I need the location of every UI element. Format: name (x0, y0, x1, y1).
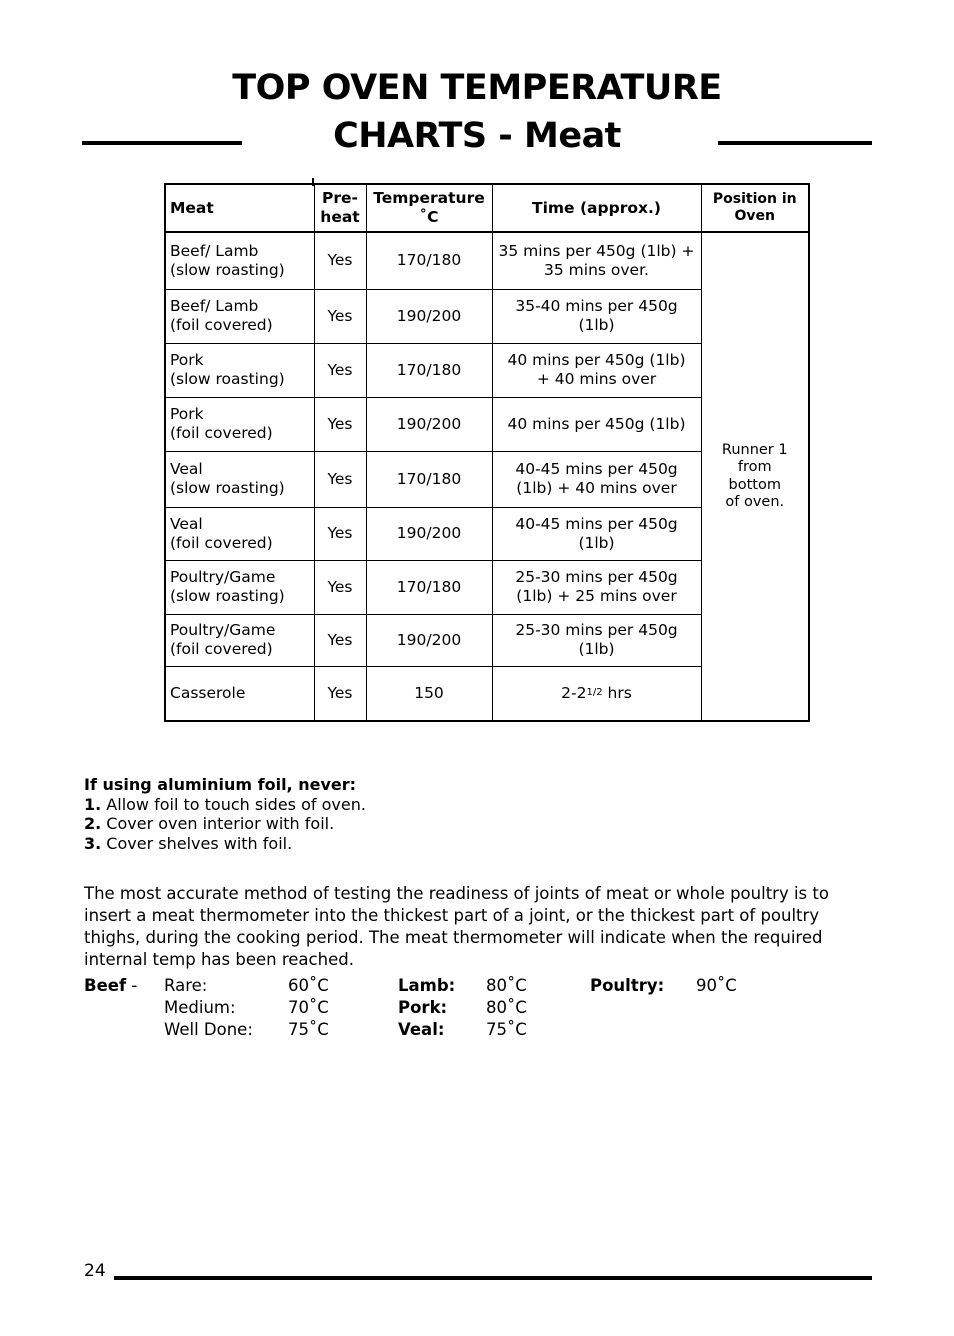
time-cell: 25-30 mins per 450g (1lb) + 25 mins over (492, 560, 701, 614)
position-cell: Runner 1 from bottom of oven. (701, 232, 809, 721)
list-item: 3. Cover shelves with foil. (84, 833, 293, 853)
thermometer-paragraph: The most accurate method of testing the readiness of joints of meat or whole poultry is to insert a meat thermometer into the thickest part of a joint, or the thickest part of poultry thighs, during the cooking period. The meat thermometer will indicate when the required internal temp has been reached. (84, 884, 829, 969)
time-cell: 2-21/2 hrs (492, 666, 701, 721)
meat-cell: Casserole (165, 666, 314, 721)
header-temperature: Temperature ˚C (366, 184, 492, 232)
preheat-cell: Yes (314, 232, 366, 289)
meat-cell: Veal (slow roasting) (165, 451, 314, 507)
beef-temps: 60˚C 70˚C 75˚C (288, 976, 329, 1039)
header-time: Time (approx.) (492, 184, 701, 232)
beef-label: Beef - (84, 976, 138, 995)
temperature-cell: 190/200 (366, 507, 492, 560)
poultry-label: Poultry: (590, 976, 665, 995)
preheat-cell: Yes (314, 397, 366, 451)
meat-cell: Poultry/Game (foil covered) (165, 614, 314, 666)
title-line-2: CHARTS - Meat (333, 116, 621, 156)
header-preheat: Pre- heat (314, 184, 366, 232)
page-title (0, 64, 954, 160)
preheat-cell: Yes (314, 614, 366, 666)
list-item: 2. Cover oven interior with foil. (84, 814, 335, 833)
preheat-cell: Yes (314, 451, 366, 507)
temperature-cell: 150 (366, 666, 492, 721)
temperature-cell: 190/200 (366, 289, 492, 343)
preheat-cell: Yes (314, 289, 366, 343)
meat-cell: Beef/ Lamb (slow roasting) (165, 232, 314, 289)
preheat-cell: Yes (314, 507, 366, 560)
poultry-temp: 90˚C (696, 976, 737, 995)
header-meat: Meat (165, 184, 314, 232)
meat-temperature-table (164, 183, 810, 722)
beef-levels: Rare: Medium: Well Done: (164, 976, 253, 1039)
temperature-cell: 170/180 (366, 451, 492, 507)
title-rule-right (718, 141, 872, 145)
meat-cell: Beef/ Lamb (foil covered) (165, 289, 314, 343)
title-line-1: TOP OVEN TEMPERATURE (232, 68, 722, 108)
meat-cell: Pork (slow roasting) (165, 343, 314, 397)
page-number: 24 (84, 1261, 106, 1281)
time-cell: 35-40 mins per 450g (1lb) (492, 289, 701, 343)
time-cell: 40-45 mins per 450g (1lb) (492, 507, 701, 560)
time-cell: 25-30 mins per 450g (1lb) (492, 614, 701, 666)
foil-heading: If using aluminium foil, never: (84, 775, 357, 794)
temperature-cell: 170/180 (366, 343, 492, 397)
time-cell: 40 mins per 450g (1lb) (492, 397, 701, 451)
preheat-cell: Yes (314, 666, 366, 721)
temperature-cell: 190/200 (366, 397, 492, 451)
other-meat-temps: 80˚C 80˚C 75˚C (486, 976, 527, 1039)
foil-warning (84, 775, 366, 853)
meat-cell: Veal (foil covered) (165, 507, 314, 560)
time-cell: 40 mins per 450g (1lb) + 40 mins over (492, 343, 701, 397)
temperature-cell: 190/200 (366, 614, 492, 666)
preheat-cell: Yes (314, 560, 366, 614)
time-cell: 40-45 mins per 450g (1lb) + 40 mins over (492, 451, 701, 507)
footer-rule (114, 1276, 872, 1280)
time-cell: 35 mins per 450g (1lb) + 35 mins over. (492, 232, 701, 289)
list-item: 1. Allow foil to touch sides of oven. (84, 794, 366, 814)
table-header-row (165, 184, 809, 232)
temperature-cell: 170/180 (366, 560, 492, 614)
other-meat-labels: Lamb: Pork: Veal: (398, 976, 456, 1039)
meat-cell: Pork (foil covered) (165, 397, 314, 451)
preheat-cell: Yes (314, 343, 366, 397)
title-rule-left (82, 141, 242, 145)
header-position: Position in Oven (701, 184, 809, 232)
meat-cell: Poultry/Game (slow roasting) (165, 560, 314, 614)
temperature-cell: 170/180 (366, 232, 492, 289)
table-row (165, 232, 809, 289)
